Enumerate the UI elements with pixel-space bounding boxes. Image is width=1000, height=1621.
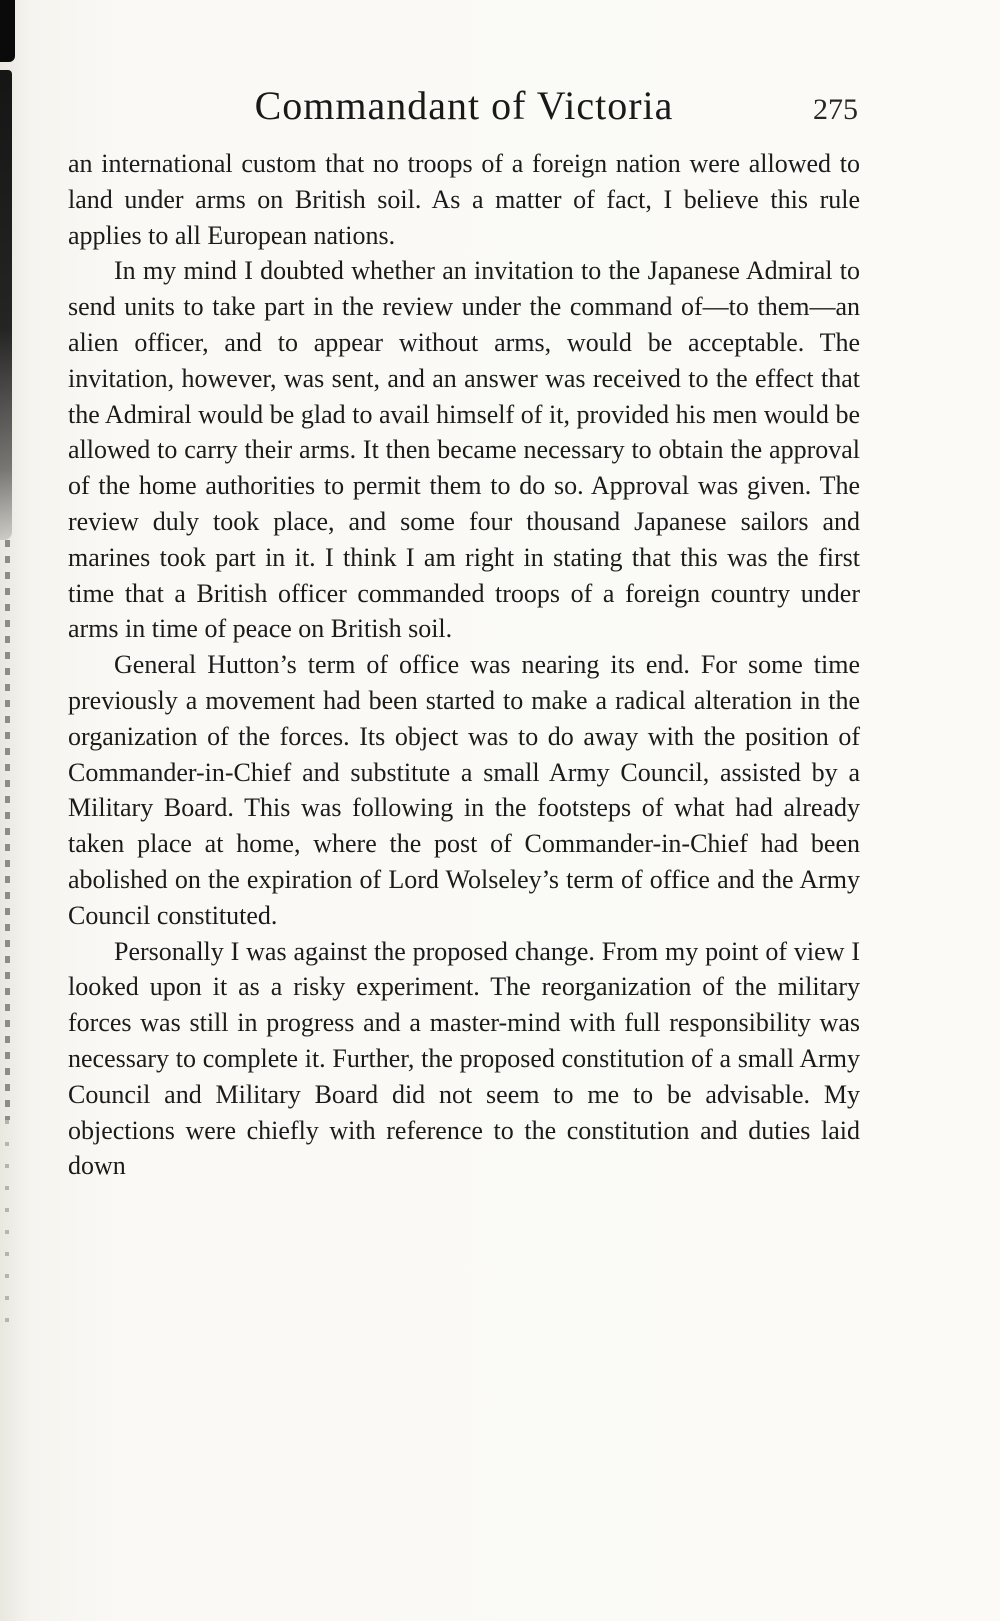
page-title: Commandant of Victoria [254,83,674,128]
binding-artifact-fade [5,1120,9,1340]
binding-artifact-dots [5,540,10,1120]
body-paragraph: Personally I was against the proposed change. From my point of view I looked upon it as a risky experiment. The reorganization of the military forces was still in progress and a master-mind with full responsibility was necessary to complete it. Further, the proposed constitution of a small Army Council and Military Board did not seem to me to be advisable. My objections were chiefly with reference to the constitution and duties laid down [68,936,860,1181]
body-paragraph: an international custom that no troops of a foreign nation were allowed to land under arms on British soil. As a matter of fact, I believe this rule applies to all European nations. [68,149,860,250]
body-paragraph: In my mind I doubted whether an invitation to the Japanese Admiral to send units to take part in the review under the command of—to them—an alien officer, and to appear without arms, would be acceptable. The invitation, however, was sent, and an answer was received to the effect that the Admiral would be glad to avail himself of it, provided his men would be allowed to carry their arms. It then became necessary to obtain the approval of the home authorities to permit them to do so. Approval was given. The review duly took place, and some four thousand Japanese sailors and marines took part in it. I think I am right in stating that this was the first time that a British officer commanded troops of a foreign country under arms in time of peace on British soil. [68,256,860,644]
body-text [68,146,860,1184]
page-header [68,82,860,130]
page-number: 275 [813,93,858,126]
body-paragraph: General Hutton’s term of office was nearing its end. For some time previously a movement had been started to make a radical alteration in the organization of the forces. Its object was to do away with the position of Commander-in-Chief and substitute a small Army Council, assisted by a Military Board. This was following in the footsteps of what had already taken place at home, where the post of Commander-in-Chief had been abolished on the expiration of Lord Wolseley’s term of office and the Army Council constituted. [68,650,860,930]
binding-artifact-corner [0,0,15,62]
binding-artifact-strip [0,70,12,540]
